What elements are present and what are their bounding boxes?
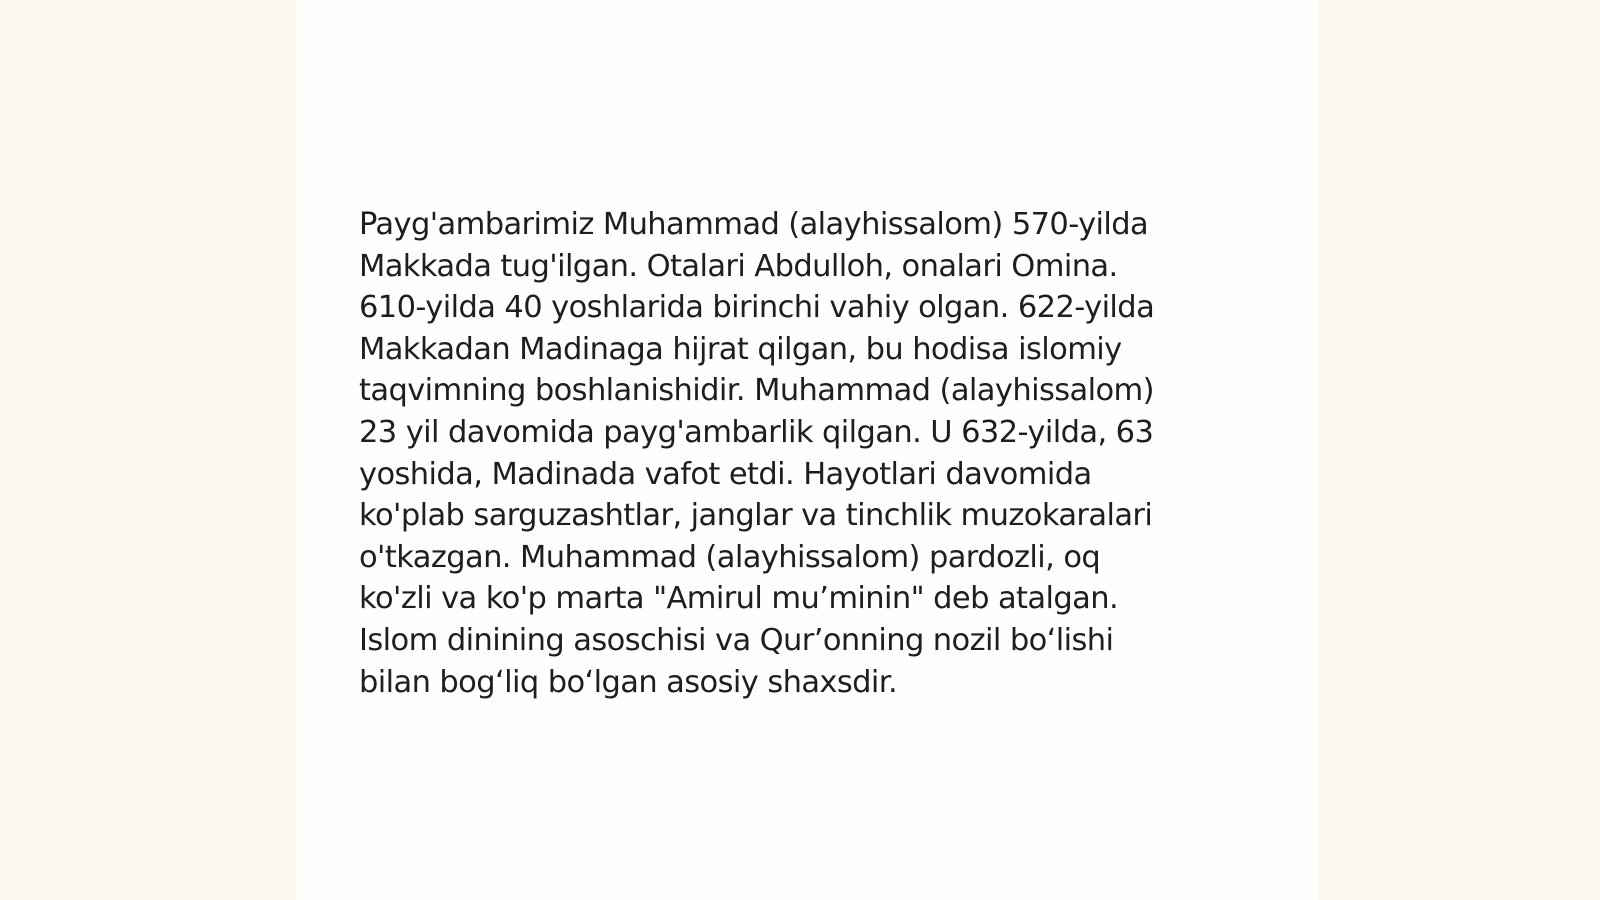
right-margin-panel xyxy=(1318,0,1600,900)
paragraph-line: Makkadan Madinaga hijrat qilgan, bu hodisa islomiy xyxy=(359,331,1122,367)
paragraph-line: Payg'ambarimiz Muhammad (alayhissalom) 570-yilda xyxy=(359,207,1149,242)
paragraph-line: Makkada tug'ilgan. Otalari Abdulloh, onalari Omina. xyxy=(359,248,1118,284)
paragraph-line: taqvimning boshlanishidir. Muhammad (alayhissalom) xyxy=(359,373,1154,409)
paragraph-line: bilan bog‘liq bo‘lgan asosiy shaxsdir. xyxy=(359,664,898,700)
left-margin-panel xyxy=(0,0,296,900)
paragraph-line: 23 yil davomida payg'ambarlik qilgan. U 632-yilda, 63 xyxy=(359,414,1154,450)
body-paragraph xyxy=(359,204,1259,703)
paragraph-line: 610-yilda 40 yoshlarida birinchi vahiy olgan. 622-yilda xyxy=(359,290,1155,326)
paragraph-line: o'tkazgan. Muhammad (alayhissalom) pardozli, oq xyxy=(359,539,1101,575)
paragraph-line: Islom dinining asoschisi va Qur’onning nozil bo‘lishi xyxy=(359,622,1114,658)
paragraph-line: ko'plab sarguzashtlar, janglar va tinchlik muzokaralari xyxy=(359,498,1153,534)
paragraph-line: ko'zli va ko'p marta "Amirul mu’minin" deb atalgan. xyxy=(359,581,1119,617)
paragraph-line: yoshida, Madinada vafot etdi. Hayotlari davomida xyxy=(359,456,1092,492)
